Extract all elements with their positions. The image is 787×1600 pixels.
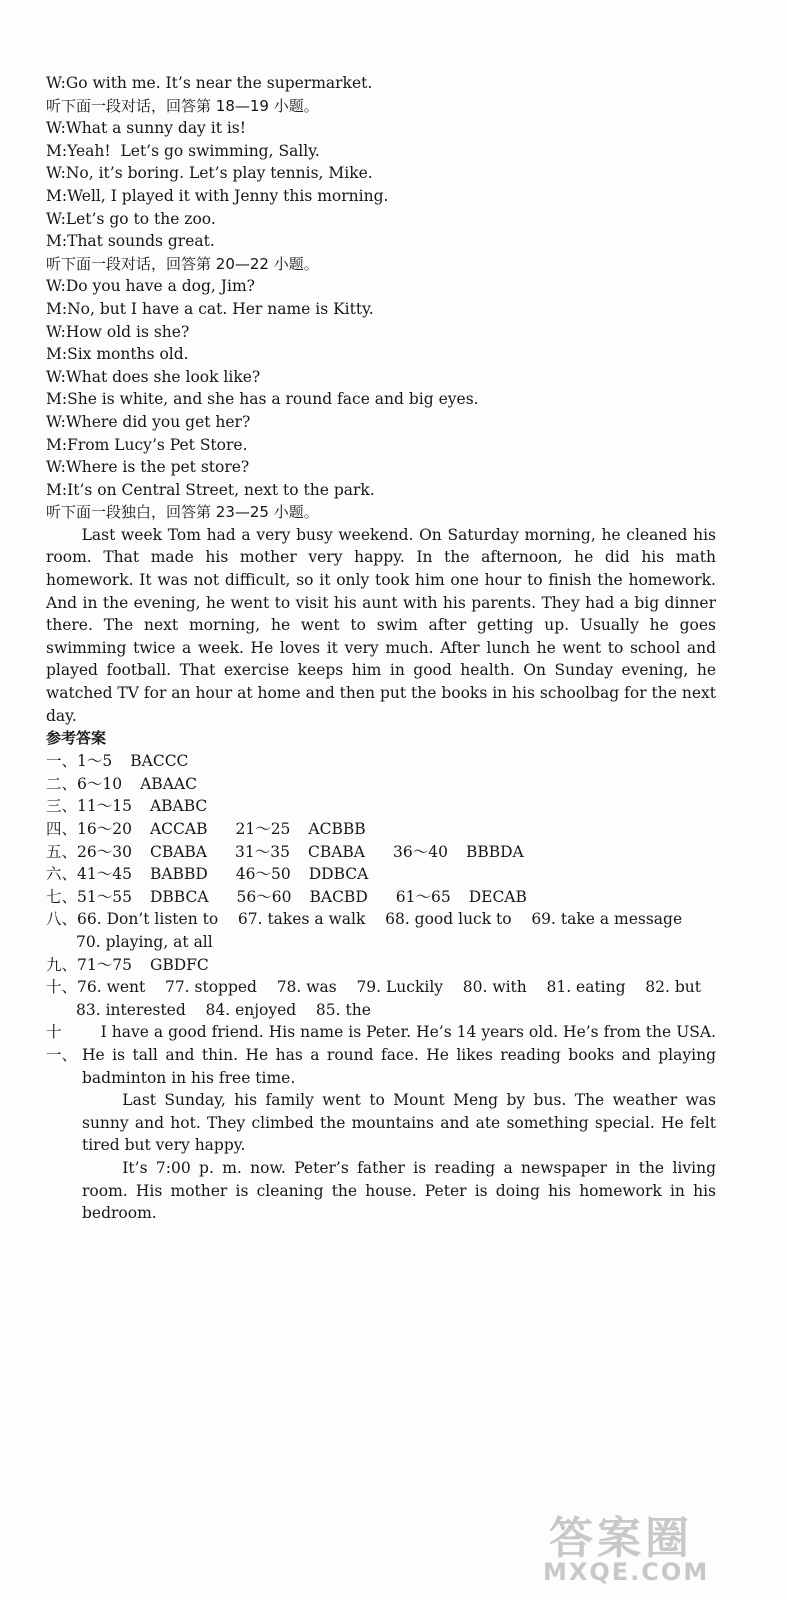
speaker-label: W <box>46 322 61 341</box>
dialogue-text: It’s on Central Street, next to the park. <box>67 480 375 499</box>
answer-letters: BABBD <box>149 865 208 884</box>
essay-body <box>82 1021 716 1224</box>
speaker-colon: : <box>60 322 66 341</box>
answer-row <box>46 795 716 818</box>
answer-section-label: 四、 <box>46 820 78 838</box>
speaker-label: W <box>46 412 61 431</box>
speaker-colon: : <box>61 299 68 318</box>
answer-letters: GBDFC <box>149 955 209 974</box>
answer-section-label: 六、 <box>46 865 78 884</box>
dialogue-line <box>46 388 716 411</box>
speaker-label: M <box>46 480 62 499</box>
speaker-label: M <box>46 141 62 160</box>
speaker-colon: : <box>60 164 66 183</box>
watermark-text: 答案圈 <box>549 1513 693 1564</box>
dialogue-block-3 <box>46 275 716 501</box>
speaker-colon: : <box>60 119 66 138</box>
speaker-colon: : <box>61 480 68 499</box>
answer-range: 31～35 <box>235 842 290 861</box>
answer-row-8-cont <box>46 931 716 954</box>
speaker-label: W <box>46 164 61 183</box>
speaker-label: W <box>46 74 61 92</box>
answer-row <box>46 841 716 864</box>
answer-letters: CBABA <box>307 842 365 861</box>
dialogue-line <box>46 479 716 502</box>
answer-letters: ACCAB <box>149 820 208 838</box>
speaker-colon: : <box>61 435 68 454</box>
speaker-colon: : <box>61 390 68 409</box>
essay-paragraph: I have a good friend. His name is Peter. He’s 14 years old. He’s from the USA. He is tall and thin. He has a round face. He likes reading books and playing badminton in his free time. <box>82 1023 716 1087</box>
speaker-label: M <box>46 345 62 364</box>
dialogue-line <box>46 411 716 434</box>
speaker-colon: : <box>60 277 66 296</box>
dialogue-line <box>46 117 716 140</box>
answer-section-label: 三、 <box>46 797 78 816</box>
dialogue-text: Where is the pet store? <box>65 458 250 477</box>
speaker-label: W <box>46 119 61 138</box>
answer-section-label: 五、 <box>46 842 78 861</box>
answer-range: 11～15 <box>77 797 132 816</box>
dialogue-line <box>46 343 716 366</box>
answer-text: 76. went 77. stopped 78. was 79. Luckily 80. with 81. eating 82. but <box>77 978 701 997</box>
answer-row-9 <box>46 954 716 977</box>
answer-row-8 <box>46 908 716 931</box>
speaker-label: W <box>46 367 61 386</box>
dialogue-line <box>46 140 716 163</box>
answer-range: 61～65 <box>395 887 451 906</box>
dialogue-line <box>46 162 716 185</box>
dialogue-text: What does she look like? <box>65 367 261 386</box>
dialogue-text: Yeah! Let’s go swimming, Sally. <box>67 141 320 160</box>
answer-section-label: 二、 <box>46 774 78 793</box>
answer-section-label: 十、 <box>46 978 78 997</box>
answer-letters: BACBD <box>309 887 368 906</box>
answer-section-label: 八、 <box>46 910 78 929</box>
dialogue-line <box>46 456 716 479</box>
dialogue-line <box>46 185 716 208</box>
answer-range: 71～75 <box>77 955 132 974</box>
answer-letters: ACBBB <box>308 820 366 838</box>
dialogue-text: No, but I have a cat. Her name is Kitty. <box>67 299 374 318</box>
answer-letters: DECAB <box>468 887 527 906</box>
dialogue-text: Where did you get her? <box>65 412 251 431</box>
answer-row-10-cont <box>46 999 716 1022</box>
monologue-paragraph: Last week Tom had a very busy weekend. On Saturday morning, he cleaned his room. That made his mother very happy. In the afternoon, he did his math homework. It was not difficult, so it only took him one hour to finish the homework. And in the evening, he went to visit his aunt with his parents. They had a big dinner there. The next morning, he went to swim after getting up. Usually he goes swimming twice a week. He loves it very much. After lunch he went to school and played football. That exercise keeps him in good health. On Sunday evening, he watched TV for an hour at home and then put the books in his schoolbag for the next day. <box>46 525 716 725</box>
dialogue-text: Do you have a dog, Jim? <box>65 277 255 296</box>
answer-row <box>46 818 716 841</box>
speaker-label: W <box>46 277 61 296</box>
speaker-colon: : <box>61 141 68 160</box>
instruction-20-22: 听下面一段对话，回答第 20—22 小题。 <box>46 254 319 273</box>
essay-paragraph: Last Sunday, his family went to Mount Meng by bus. The weather was sunny and hot. They climbed the mountains and ate something special. He felt tired but very happy. <box>82 1091 716 1155</box>
speaker-label: M <box>46 232 62 251</box>
dialogue-text: Six months old. <box>67 345 189 364</box>
answer-section-label: 九、 <box>46 955 78 974</box>
answer-row <box>46 886 716 909</box>
answer-row <box>46 773 716 796</box>
watermark-logo <box>539 1502 769 1592</box>
answer-range: 26～30 <box>77 842 132 861</box>
speaker-label: W <box>46 209 61 228</box>
answer-key-list <box>46 750 716 908</box>
answer-range: 36～40 <box>392 842 448 861</box>
answer-range: 51～55 <box>77 887 132 906</box>
answer-text: 70. playing, at all <box>76 932 213 951</box>
answer-range: 56～60 <box>236 887 292 906</box>
answer-range: 41～45 <box>77 865 132 884</box>
answer-text: 83. interested 84. enjoyed 85. the <box>76 1000 371 1019</box>
answer-letters: DBBCA <box>149 887 209 906</box>
dialogue-text: No, it’s boring. Let’s play tennis, Mike. <box>65 164 373 183</box>
dialogue-line <box>46 230 716 253</box>
dialogue-text: That sounds great. <box>67 232 215 251</box>
speaker-label: M <box>46 299 62 318</box>
dialogue-line <box>46 434 716 457</box>
answer-letters: DDBCA <box>308 865 369 884</box>
answer-letters: BBBDA <box>465 842 524 861</box>
dialogue-line <box>46 275 716 298</box>
answer-text: 66. Don’t listen to 67. takes a walk 68. good luck to 69. take a message <box>77 910 683 929</box>
answer-row-10 <box>46 976 716 999</box>
answer-row <box>46 863 716 886</box>
answer-range: 21～25 <box>235 820 291 838</box>
speaker-label: M <box>46 435 62 454</box>
speaker-label: M <box>46 390 62 409</box>
speaker-colon: : <box>60 209 66 228</box>
dialogue-block-1 <box>46 72 716 95</box>
dialogue-text: She is white, and she has a round face and big eyes. <box>67 390 479 409</box>
answer-section-label: 一、 <box>46 752 78 771</box>
answer-section-label: 七、 <box>46 887 78 906</box>
answer-letters: ABAAC <box>140 774 197 793</box>
document-page <box>46 72 716 1225</box>
dialogue-text: From Lucy’s Pet Store. <box>67 435 248 454</box>
answer-row-11 <box>46 1021 716 1224</box>
dialogue-text: How old is she? <box>65 322 190 341</box>
speaker-label: M <box>46 186 62 205</box>
speaker-colon: : <box>60 412 66 431</box>
essay-paragraph: It’s 7:00 p. m. now. Peter’s father is reading a newspaper in the living room. His mother is cleaning the house. Peter is doing his homework in his bedroom. <box>82 1158 716 1223</box>
dialogue-line <box>46 298 716 321</box>
dialogue-line <box>46 72 716 95</box>
instruction-18-19: 听下面一段对话，回答第 18—19 小题。 <box>46 96 319 115</box>
speaker-colon: : <box>61 345 68 364</box>
answer-section-label: 十一、 <box>46 1023 78 1064</box>
speaker-colon: : <box>61 186 68 205</box>
answer-letters: CBABA <box>149 842 207 861</box>
answer-range: 46～50 <box>235 865 291 884</box>
answer-letters: ABABC <box>149 797 208 816</box>
answer-range: 16～20 <box>77 820 132 838</box>
dialogue-line <box>46 321 716 344</box>
dialogue-line <box>46 208 716 231</box>
answer-range: 1～5 <box>77 752 113 771</box>
instruction-23-25: 听下面一段独白，回答第 23—25 小题。 <box>46 503 319 522</box>
dialogue-text: What a sunny day it is! <box>65 119 246 138</box>
dialogue-line <box>46 366 716 389</box>
speaker-colon: : <box>60 74 66 92</box>
answer-letters: BACCC <box>130 752 189 771</box>
speaker-colon: : <box>61 232 68 251</box>
speaker-label: W <box>46 458 61 477</box>
dialogue-text: Go with me. It’s near the supermarket. <box>65 74 373 92</box>
dialogue-text: Well, I played it with Jenny this morning. <box>67 186 389 205</box>
speaker-colon: : <box>60 458 66 477</box>
speaker-colon: : <box>60 367 66 386</box>
answer-row <box>46 750 716 773</box>
answer-range: 6～10 <box>77 774 123 793</box>
watermark-url: MXQE.COM <box>543 1558 710 1586</box>
dialogue-text: Let’s go to the zoo. <box>65 209 216 228</box>
answers-heading: 参考答案 <box>46 729 107 748</box>
dialogue-block-2 <box>46 117 716 253</box>
